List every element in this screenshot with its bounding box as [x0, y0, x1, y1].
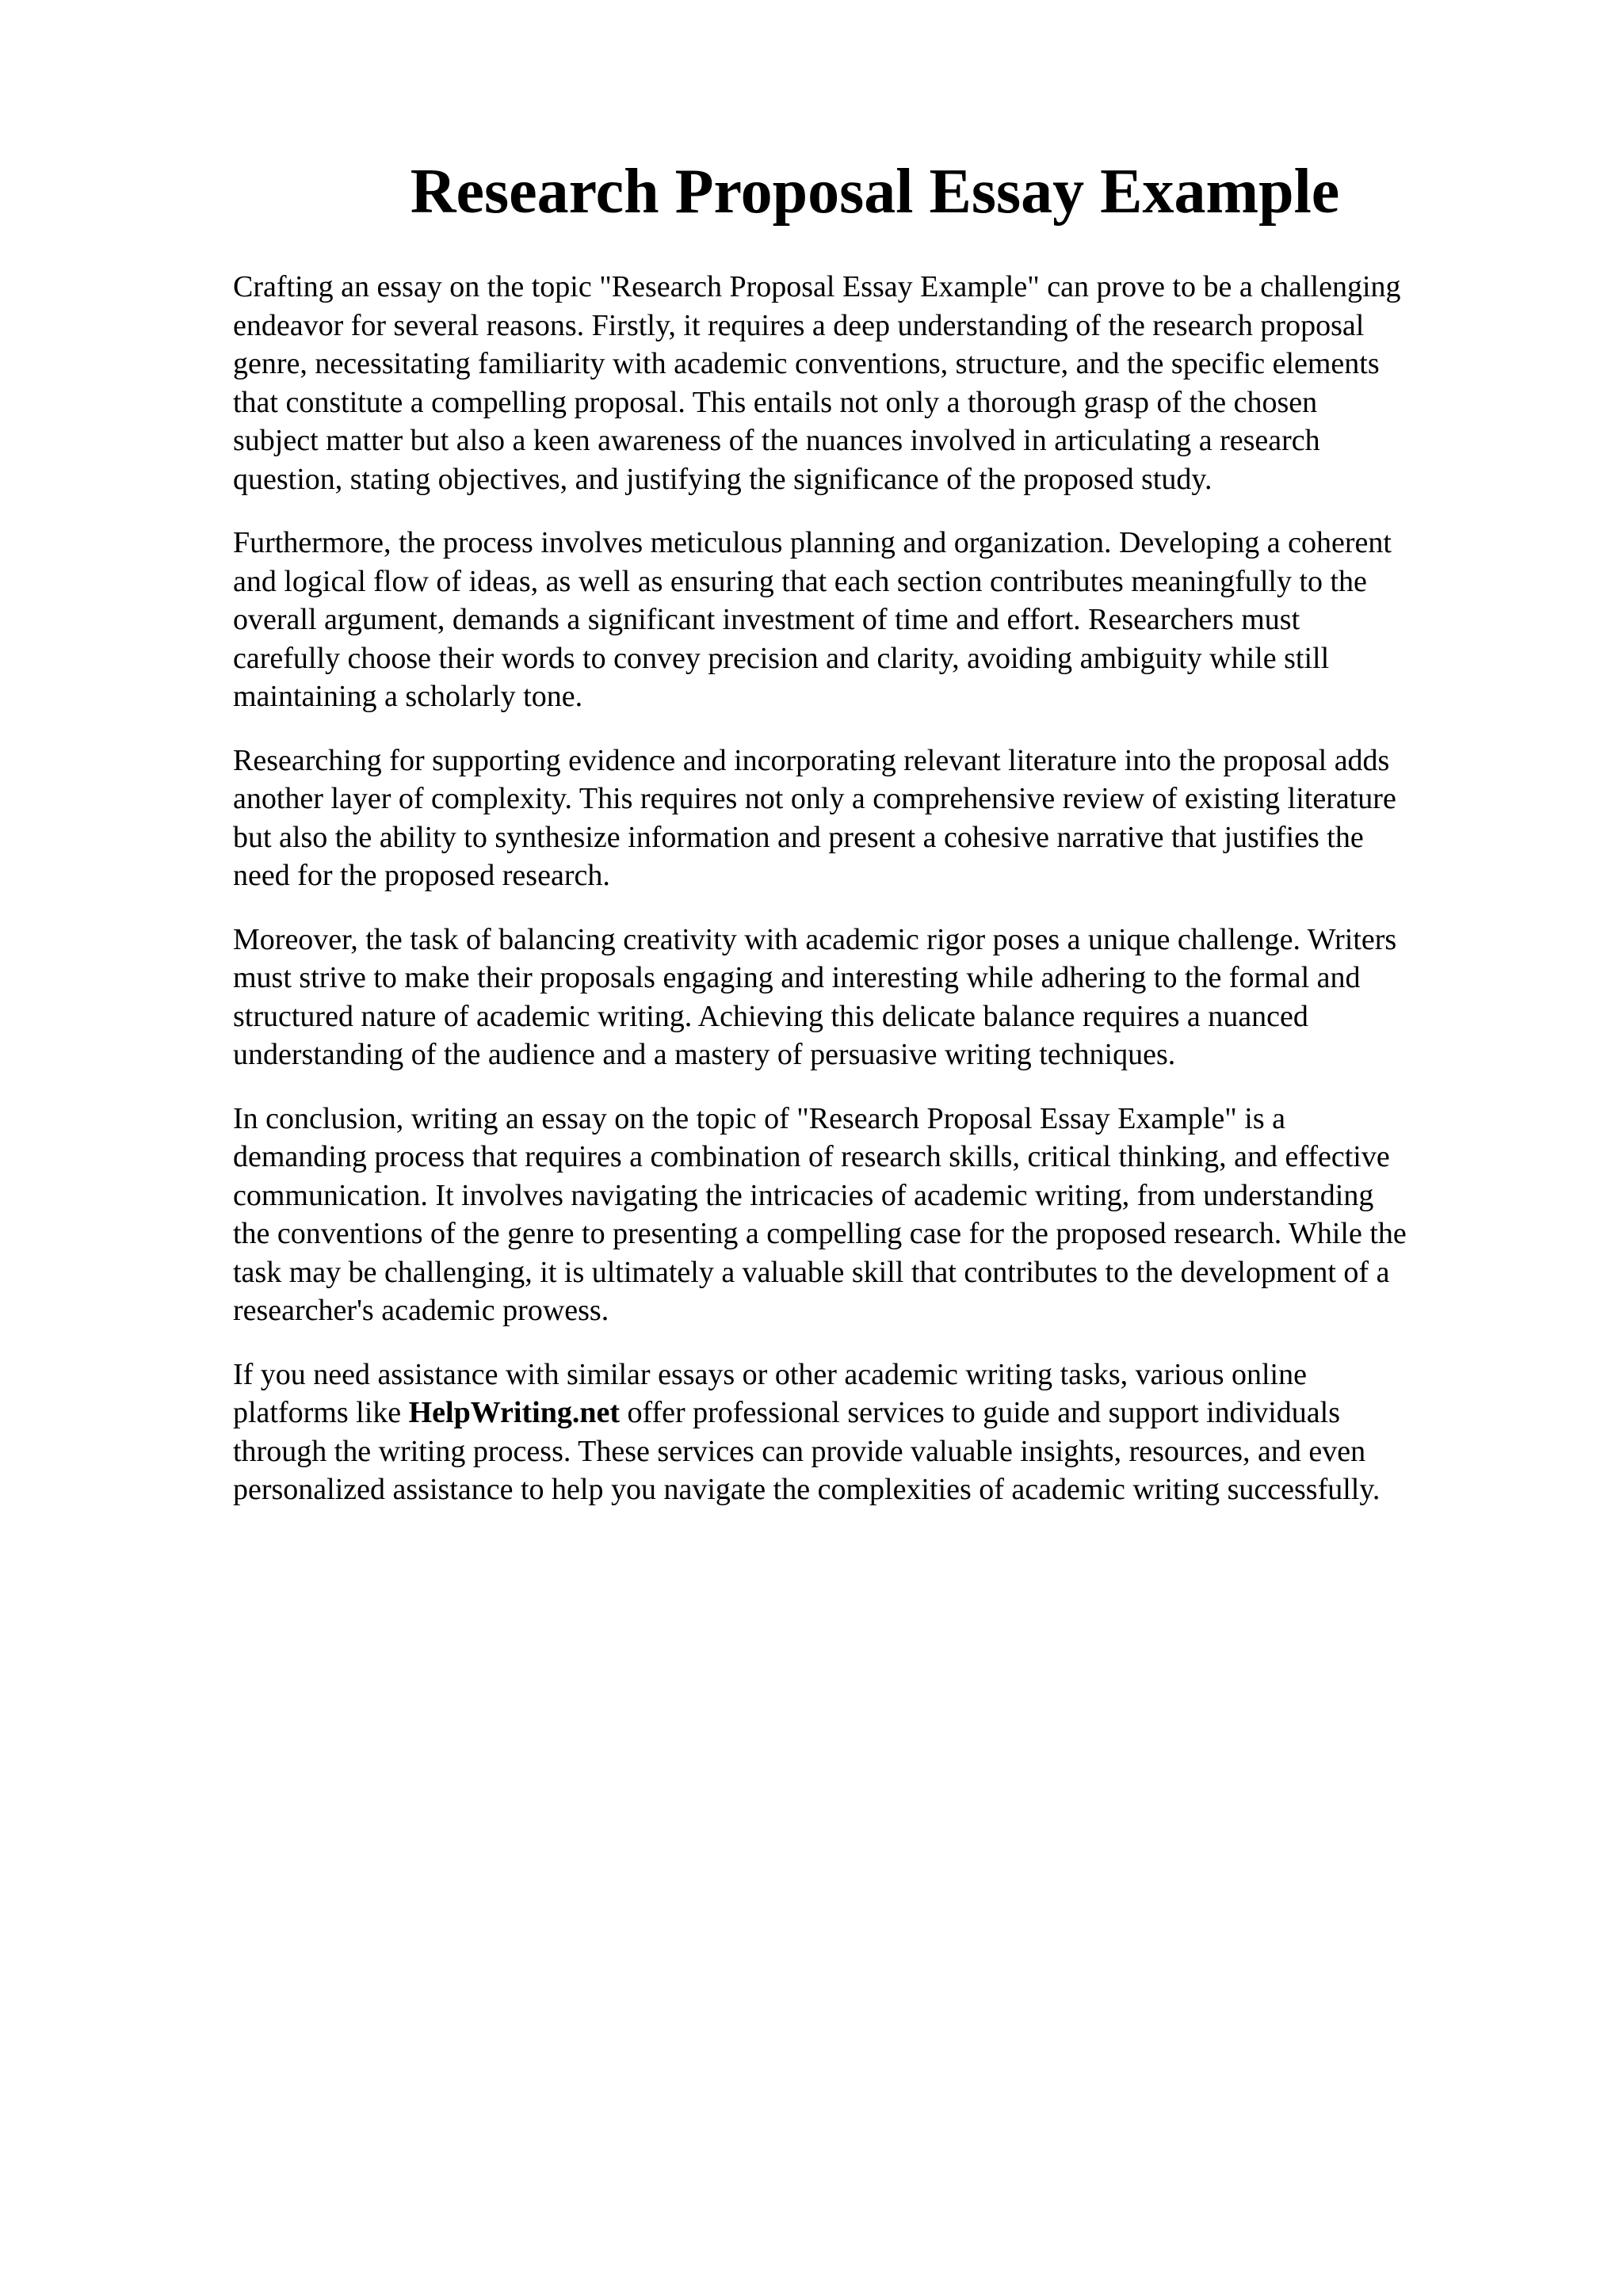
text-line: that constitute a compelling proposal. This entails not only a thorough grasp of the chosen	[233, 385, 1318, 419]
document-body	[233, 268, 1564, 1535]
text-line: carefully choose their words to convey precision and clarity, avoiding ambiguity while still	[233, 641, 1330, 675]
text-line: overall argument, demands a significant investment of time and effort. Researchers must	[233, 603, 1300, 636]
text-line: genre, necessitating familiarity with academic conventions, structure, and the specific elements	[233, 347, 1380, 380]
text-line: Moreover, the task of balancing creativity with academic rigor poses a unique challenge. Writers	[233, 922, 1397, 956]
paragraph-1	[233, 268, 1564, 498]
text-line: another layer of complexity. This requires not only a comprehensive review of existing literature	[233, 782, 1396, 815]
text-line: personalized assistance to help you navigate the complexities of academic writing successfully.	[233, 1473, 1381, 1506]
text-line: need for the proposed research.	[233, 859, 610, 892]
paragraph-2	[233, 524, 1564, 716]
text-line: question, stating objectives, and justifying the significance of the proposed study.	[233, 462, 1212, 496]
text-line: endeavor for several reasons. Firstly, it requires a deep understanding of the research proposal	[233, 308, 1365, 342]
text-line: understanding of the audience and a mastery of persuasive writing techniques.	[233, 1038, 1176, 1071]
text-line: through the writing process. These services can provide valuable insights, resources, and even	[233, 1434, 1366, 1468]
text-line: task may be challenging, it is ultimately a valuable skill that contributes to the development of a	[233, 1255, 1390, 1289]
text-fragment: offer professional services to guide and support individuals	[619, 1396, 1340, 1429]
text-line: Furthermore, the process involves meticulous planning and organization. Developing a coherent	[233, 526, 1392, 559]
text-line: and logical flow of ideas, as well as ensuring that each section contributes meaningfully to the	[233, 564, 1367, 598]
text-line: demanding process that requires a combination of research skills, critical thinking, and effective	[233, 1140, 1390, 1173]
text-line: but also the ability to synthesize information and present a cohesive narrative that justifies the	[233, 820, 1364, 854]
text-line: structured nature of academic writing. Achieving this delicate balance requires a nuanced	[233, 999, 1308, 1033]
text-line: must strive to make their proposals engaging and interesting while adhering to the formal and	[233, 961, 1361, 994]
text-line: the conventions of the genre to presenting a compelling case for the proposed research. While the	[233, 1217, 1407, 1250]
paragraph-3	[233, 742, 1564, 895]
helpwriting-brand-text: HelpWriting.net	[408, 1396, 620, 1429]
text-line: communication. It involves navigating the intricacies of academic writing, from understanding	[233, 1178, 1374, 1212]
paragraph-4	[233, 921, 1564, 1074]
text-line: In conclusion, writing an essay on the topic of "Research Proposal Essay Example" is a	[233, 1101, 1285, 1135]
paragraph-6	[233, 1356, 1564, 1509]
text-line: Researching for supporting evidence and incorporating relevant literature into the proposal adds	[233, 743, 1390, 777]
text-line: maintaining a scholarly tone.	[233, 680, 583, 713]
text-fragment: platforms like	[233, 1396, 409, 1429]
text-line: subject matter but also a keen awareness of the nuances involved in articulating a research	[233, 424, 1320, 457]
text-line-with-brand	[233, 1394, 1564, 1432]
page-title: Research Proposal Essay Example	[410, 157, 1340, 227]
text-line: Crafting an essay on the topic "Research Proposal Essay Example" can prove to be a challenging	[233, 270, 1401, 303]
text-line: researcher's academic prowess.	[233, 1294, 609, 1327]
text-line: If you need assistance with similar essays or other academic writing tasks, various online	[233, 1357, 1307, 1391]
paragraph-5	[233, 1100, 1564, 1330]
